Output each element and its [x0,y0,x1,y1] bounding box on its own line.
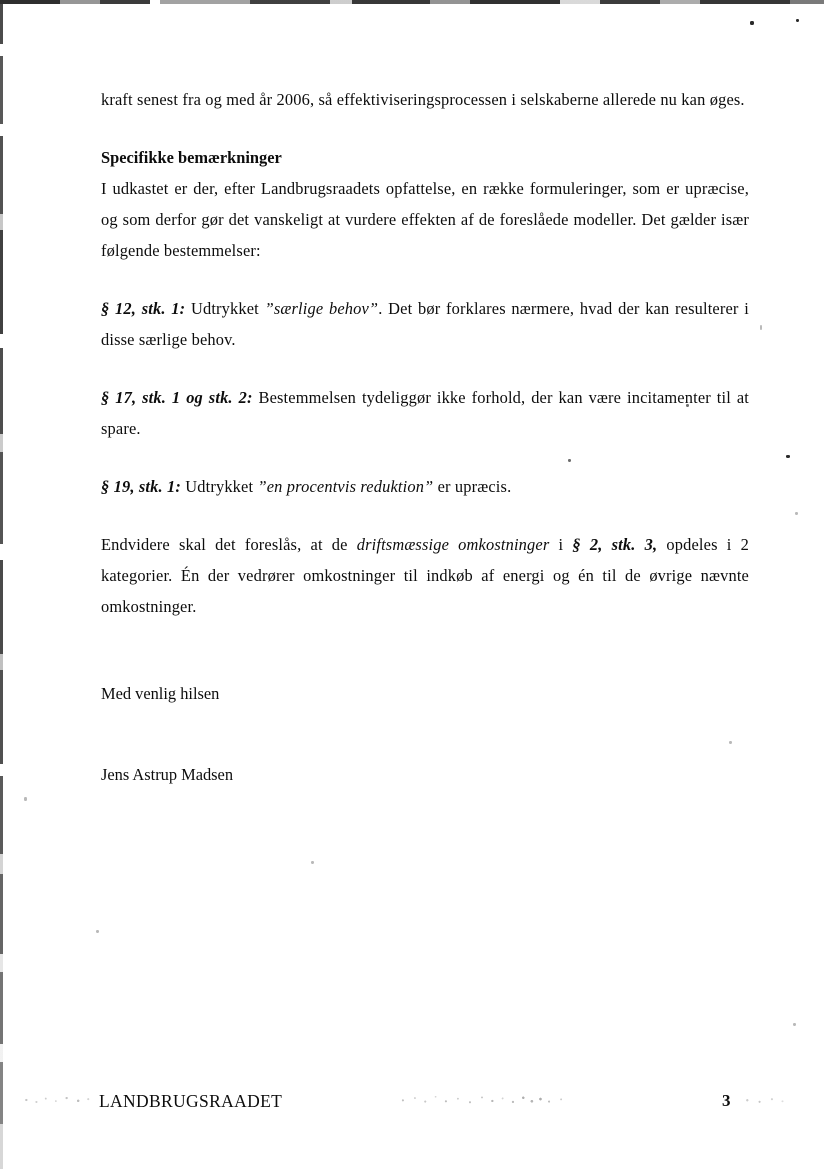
provision-text-after: . Det bør forklares nærmere, hvad der kan resulterer i disse særlige behov. [101,299,749,349]
scan-noise-right [742,1094,786,1107]
provision-paragraph-19 [101,471,749,502]
provision-quote: ”en procentvis reduktion” [257,477,434,496]
scan-speck [311,861,314,864]
provision-label: § 12, stk. 1: [101,299,186,318]
closing-section-reference: § 2, stk. 3, [572,535,658,554]
scan-speck [24,797,27,801]
scan-left-edge-artifact [0,4,3,1169]
provision-text-after: er upræcis. [433,477,512,496]
provision-paragraph-17 [101,382,749,444]
signer-name: Jens Astrup Madsen [101,765,234,784]
scan-speck [786,455,790,458]
intro-paragraph: I udkastet er der, efter Landbrugsraadets opfattelse, en række formuleringer, som er upræcise, og som derfor gør det vanskeligt at vurdere effekten af de foreslåede modeller. Det gælder især følgende bestemmelser: [101,179,749,260]
scan-speck [795,512,798,515]
page-footer [0,1088,824,1122]
scan-speck [793,1023,796,1026]
spacer [101,444,749,471]
closing-italic-term: driftsmæssige omkostninger [356,535,550,554]
continued-paragraph: kraft senest fra og med år 2006, så effektiviseringsprocessen i selskaberne allerede nu kan øges. [101,90,745,109]
document-body [101,84,749,790]
scan-top-edge-artifact [0,0,824,4]
scan-speck [760,325,762,330]
provision-label: § 19, stk. 1: [101,477,181,496]
closing-part-1: Endvidere skal det foreslås, at de [101,535,357,554]
provision-text-before: Udtrykket [181,477,258,496]
section-heading: Specifikke bemærkninger [101,148,282,167]
spacer [101,709,749,759]
spacer [101,115,749,142]
scan-speck [796,19,799,22]
provision-paragraph-12 [101,293,749,355]
provision-quote: ”særlige behov” [264,299,379,318]
provision-label: § 17, stk. 1 og stk. 2: [101,388,253,407]
closing-part-3: opdeles i 2 kategorier. Én der vedrører omkostninger til indkøb af energi og én til de øvrige nævnte omkostninger. [101,535,749,616]
spacer [101,622,749,678]
spacer [101,266,749,293]
provision-text-before: Udtrykket [185,299,265,318]
spacer [101,502,749,529]
closing-part-2: i [549,535,573,554]
spacer [101,355,749,382]
scan-noise-illegible-center [396,1092,568,1108]
provision-text-before: Bestemmelsen tydeliggør ikke forhold, der kan være incitamenter til at spare. [101,388,749,438]
signoff-line: Med venlig hilsen [101,684,220,703]
scan-noise-left [22,1093,94,1107]
scan-speck [750,21,754,25]
footer-page-number: 3 [722,1091,731,1110]
footer-organisation: LANDBRUGSRAADET [99,1091,283,1111]
closing-paragraph [101,529,749,622]
scan-speck [96,930,99,933]
